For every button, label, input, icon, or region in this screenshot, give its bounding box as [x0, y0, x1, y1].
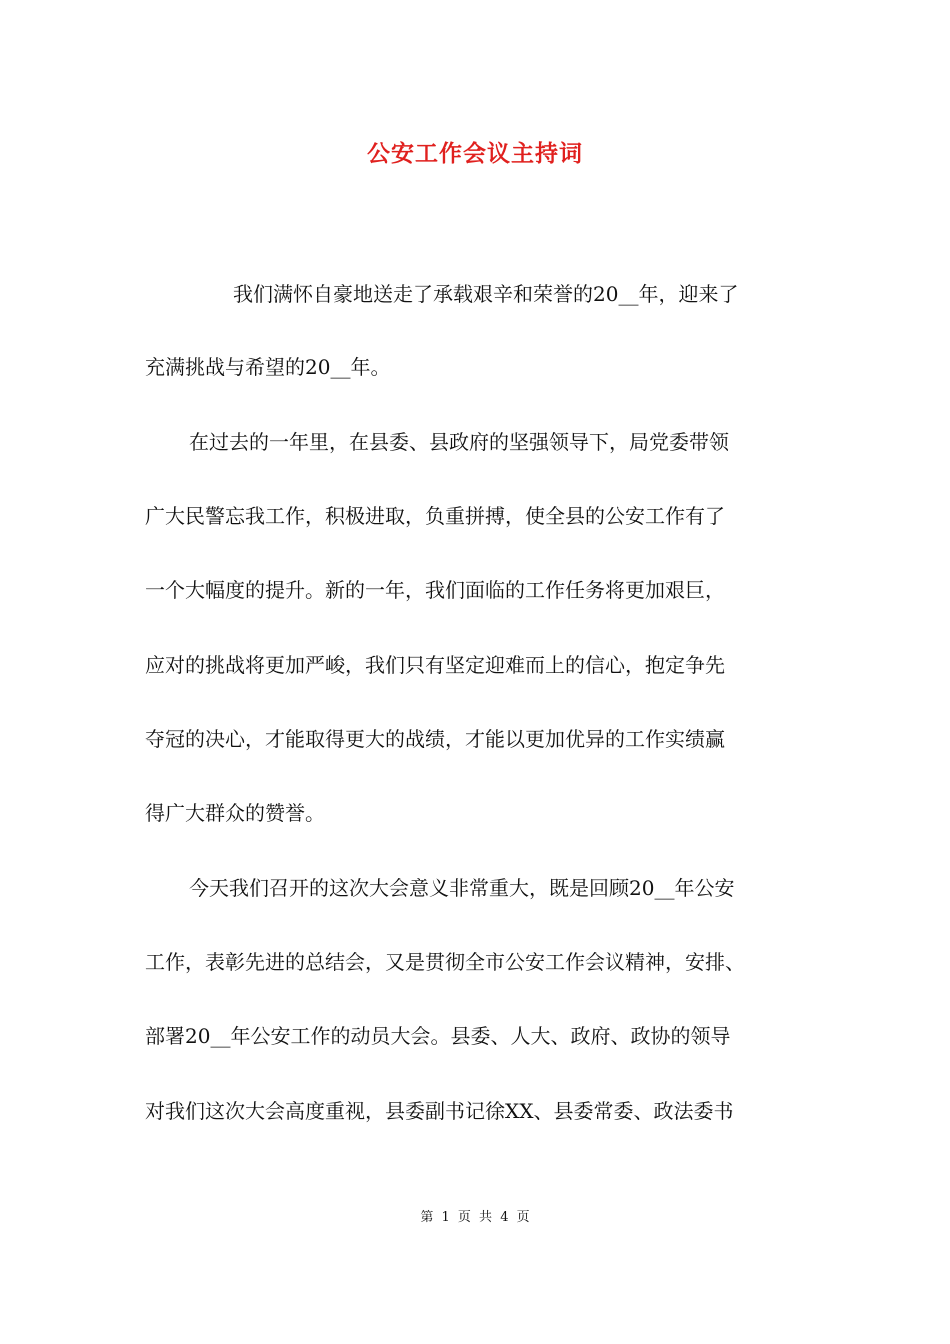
body-line: 广大民警忘我工作，积极进取，负重拼搏，使全县的公安工作有了 — [145, 504, 725, 528]
body-line: 一个大幅度的提升。新的一年，我们面临的工作任务将更加艰巨， — [145, 578, 725, 602]
body-line: 部署20__年公安工作的动员大会。县委、人大、政府、政协的领导 — [145, 1024, 731, 1048]
page-indicator: 第 1 页 共 4 页 — [420, 1210, 530, 1225]
body-line: 今天我们召开的这次大会意义非常重大，既是回顾20__年公安 — [189, 876, 735, 900]
body-line: 对我们这次大会高度重视，县委副书记徐XX、县委常委、政法委书 — [145, 1099, 734, 1123]
body-line: 得广大群众的赞誉。 — [145, 801, 325, 825]
body-line: 工作，表彰先进的总结会，又是贯彻全市公安工作会议精神，安排、 — [145, 950, 745, 974]
document-title: 公安工作会议主持词 — [367, 140, 583, 167]
body-line: 在过去的一年里，在县委、县政府的坚强领导下，局党委带领 — [189, 430, 729, 454]
body-line: 应对的挑战将更加严峻，我们只有坚定迎难而上的信心，抱定争先 — [145, 653, 725, 677]
body-line: 夺冠的决心，才能取得更大的战绩，才能以更加优异的工作实绩赢 — [145, 727, 725, 751]
body-line: 我们满怀自豪地送走了承载艰辛和荣誉的20__年，迎来了 — [233, 282, 739, 306]
body-line: 充满挑战与希望的20__年。 — [145, 355, 391, 379]
